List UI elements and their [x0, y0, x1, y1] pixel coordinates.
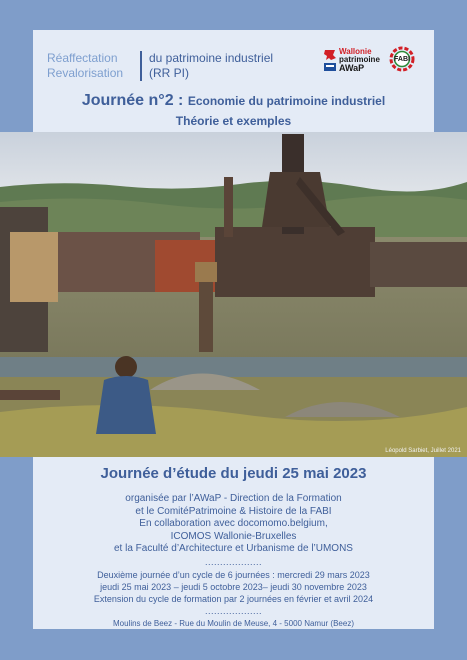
venue-address: Moulins de Beez - Rue du Moulin de Meuse, 4 - 5000 Namur (Beez) — [112, 618, 354, 628]
programme-name-line2: (RR PI) — [149, 66, 189, 80]
fabi-logo — [389, 46, 415, 72]
details-panel — [33, 457, 434, 629]
industrial-site-photo — [0, 132, 467, 457]
dotted-separator: ................... — [204, 556, 262, 567]
organizers-line: organisée par l’AWaP - Direction de la Formation — [125, 493, 342, 504]
fabi-logo-text: FABI — [394, 55, 410, 63]
page-title — [33, 92, 434, 110]
awap-logo-line1: Wallonie — [339, 47, 372, 56]
awap-logo-line3: AWaP — [339, 63, 365, 73]
cycle-block — [33, 569, 434, 605]
organizers-line: et le ComitéPatrimoine & Histoire de la FABI — [135, 505, 332, 517]
programme-label — [47, 51, 147, 81]
wallonie-rooster-icon — [323, 48, 337, 72]
organizers-line: En collaboration avec docomomo.belgium, — [139, 518, 328, 529]
header-panel — [33, 30, 434, 132]
programme-name — [149, 51, 319, 81]
programme-label-line2: Revalorisation — [47, 66, 124, 80]
cycle-line: Extension du cycle de formation par 2 journées en février et avril 2024 — [93, 593, 374, 604]
awap-logo — [323, 46, 381, 76]
programme-label-line1: Réaffectation — [47, 51, 118, 65]
awap-logo-line2: patrimoine — [339, 55, 380, 64]
header-divider — [140, 51, 142, 81]
cycle-line: Deuxième journée d’un cycle de 6 journées : mercredi 29 mars 2023 — [97, 569, 370, 580]
organizers-line: ICOMOS Wallonie-Bruxelles — [170, 530, 297, 542]
page-title-number: Journée n°2 : — [81, 92, 184, 109]
organizers-block — [33, 493, 434, 556]
cycle-line: jeudi 25 mai 2023 – jeudi 5 octobre 2023– jeudi 30 novembre 2023 — [100, 581, 367, 592]
programme-name-line1: du patrimoine industriel — [149, 51, 274, 65]
organizers-line: et la Faculté d’Architecture et Urbanisme de l’UMONS — [114, 543, 353, 554]
event-date-title: Journée d’étude du jeudi 25 mai 2023 — [100, 465, 367, 482]
page-subtitle: Théorie et exemples — [175, 114, 292, 128]
page-title-topic: Economie du patrimoine industriel — [187, 94, 386, 108]
photo-credit: Léopold Sarbiet, Juillet 2021 — [385, 448, 461, 454]
dotted-separator: ................... — [204, 605, 262, 616]
